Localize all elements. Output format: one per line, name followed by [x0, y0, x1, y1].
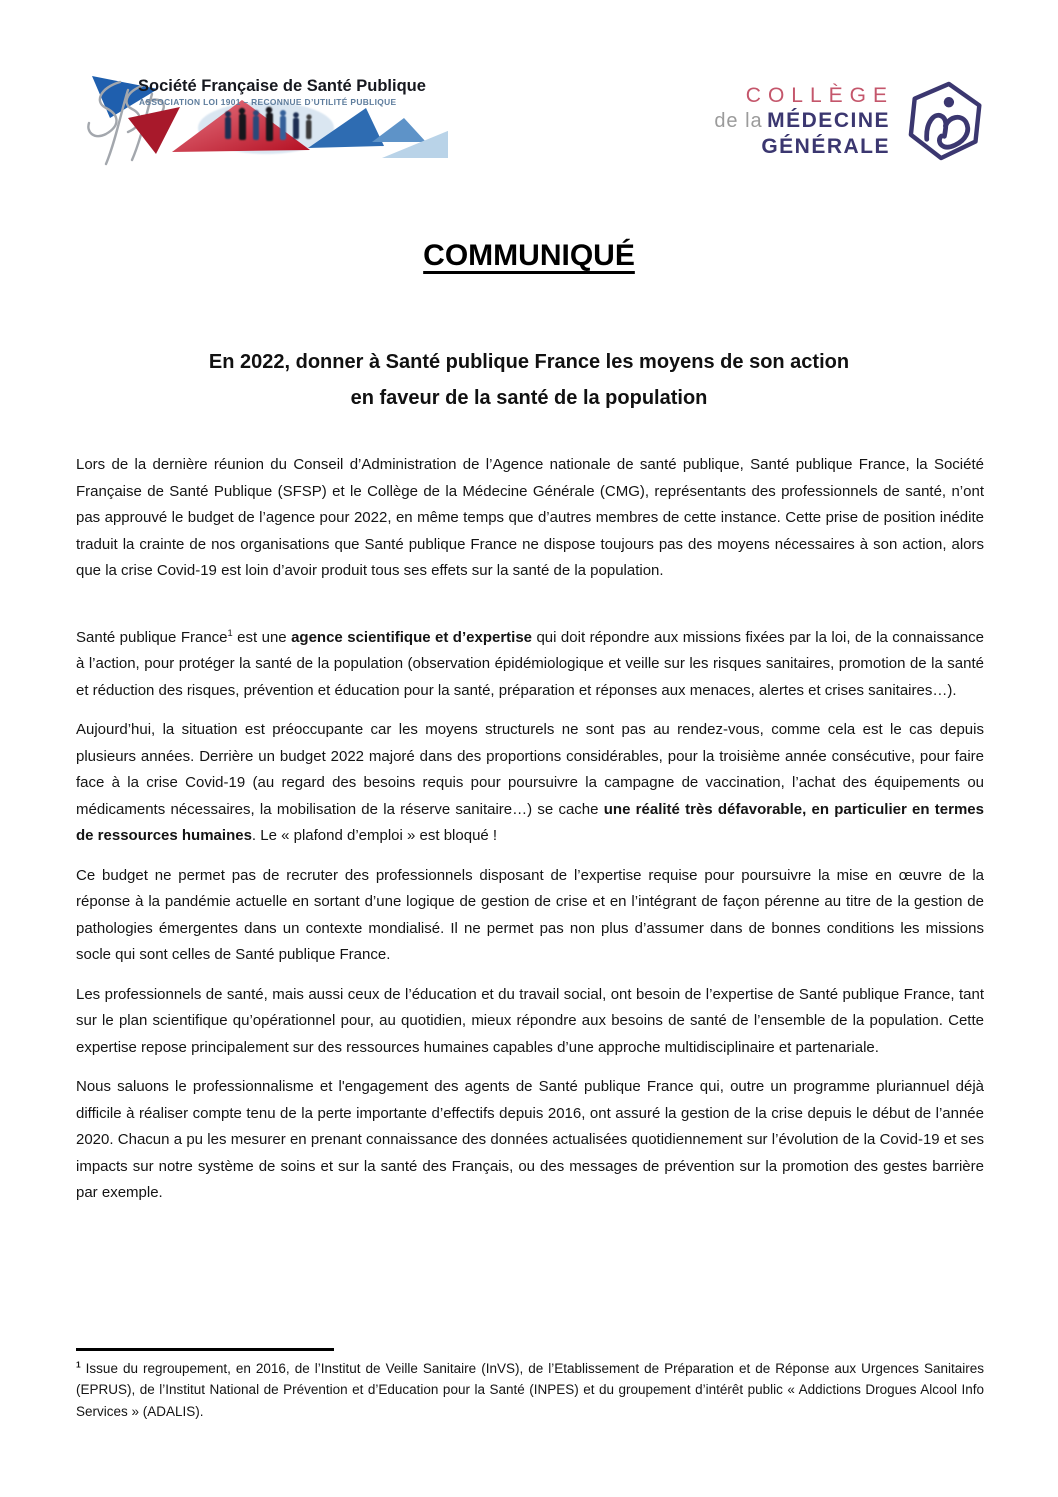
sfsp-logo-graphic [76, 68, 448, 170]
paragraph-2 [76, 625, 984, 705]
paragraph-5 [76, 982, 984, 1062]
cmg-hexagon-person-icon [902, 78, 988, 164]
paragraph-2-bold-run: agence scientifique et d’expertise [291, 628, 533, 646]
paragraph-2-run-1: Santé publique France [76, 628, 228, 646]
paragraph-3-run-3: . Le « plafond d’emploi » est bloqué ! [251, 827, 498, 844]
footnote-1-text: Issue du regroupement, en 2016, de l’Institut de Veille Sanitaire (InVS), de l’Etablissement de Préparation et de Réponse aux Urgences Sanitaires (EPRUS), de l’Institut National de Prévention et d’Education pour la Santé (INPES) et du groupement d’intérêt public « Addictions Drogues Alcool Info Services » (ADALIS). [76, 1361, 984, 1419]
cmg-logo-wordmark [714, 83, 894, 160]
paragraph-2-run-5: qui doit répondre aux missions fixées par la loi, de la connaissance à l’action, pour protéger la santé de la population (observation épidémiologique et veille sur les risques sanitaires, promotion de la santé et réduction des risques, prévention et éducation pour la santé, préparation et réponses aux menaces, alertes et crises sanitaires…). [76, 628, 984, 699]
paragraph-1 [76, 452, 984, 585]
document-body [76, 452, 984, 1220]
cmg-logo [714, 78, 988, 164]
sfsp-right-blue-triangle-2 [372, 118, 426, 142]
paragraph-4-text: Ce budget ne permet pas de recruter des professionnels disposant de l’expertise requise pour poursuivre la mise en œuvre de la réponse à la pandémie actuelle en sortant d’une logique de gestion de crise et en l’intégrant de façon pérenne au titre de la gestion de pathologies émergentes dans un contexte mondialisé. Il ne permet pas non plus d’assumer dans de bonnes conditions les missions socle qui sont celles de Santé publique France. [76, 866, 984, 963]
footnote-area [76, 1340, 984, 1422]
paragraph-1-text: Lors de la dernière réunion du Conseil d’Administration de l’Agence nationale de santé publique, Santé publique France, la Société Française de Santé Publique (SFSP) et le Collège de la Médecine Générale (CMG), représentants des professionnels de santé, n’ont pas approuvé le budget de l’agence pour 2022, en même temps que d’autres membres de cette instance. Cette prise de position inédite traduit la crainte de nos organisations que Santé publique France ne dispose toujours pas des moyens nécessaires à son action, alors que la crise Covid-19 est loin d’avoir produit tous ses effets sur la santé de la population. [76, 456, 984, 579]
page-title-text: COMMUNIQUÉ [423, 239, 635, 272]
paragraph-4 [76, 863, 984, 969]
cmg-logo-line1: COLLÈGE [745, 83, 894, 107]
document-subtitle [0, 344, 1058, 416]
paragraph-3-run-1: Aujourd’hui, la situation est préoccupante car les moyens structurels ne sont pas au rendez-vous, comme cela est le cas depuis plusieurs années. Derrière un budget 2022 majoré dans des proportions considérables, pour la troisième année consécutive, pour faire face à la crise Covid-19 (au regard des besoins requis pour poursuivre la campagne de vaccination, l’achat des équipements ou médicaments nécessaires, la mobilisation de la réserve sanitaire…) se cache [76, 721, 984, 818]
paragraph-6 [76, 1074, 984, 1207]
footnote-1 [76, 1358, 984, 1422]
document-subtitle-line2: en faveur de la santé de la population [350, 387, 708, 409]
sfsp-logo-title: Société Française de Santé Publique [138, 77, 426, 95]
paragraph-2-run-3: est une [232, 628, 292, 646]
sfsp-logo [76, 68, 448, 170]
cmg-logo-line3: GÉNÉRALE [761, 134, 890, 158]
cmg-logo-medecine: MÉDECINE [767, 109, 890, 133]
paragraph-3 [76, 717, 984, 850]
paragraph-3-bold-run: une réalité très défavorable, en particulier en termes de ressources humaines [76, 800, 984, 844]
footnote-separator [76, 1348, 334, 1351]
paragraph-5-text: Les professionnels de santé, mais aussi ceux de l’éducation et du travail social, ont besoin de l’expertise de Santé publique France, tant sur le plan scientifique qu’opérationnel pour, au quotidien, mieux répondre aux besoins de santé de l’ensemble de la population. Cette expertise repose principalement sur des ressources humaines capables d’une approche multidisciplinaire et partenariale. [76, 985, 984, 1056]
page-title [0, 236, 1058, 273]
footnote-reference-1: 1 [227, 627, 233, 638]
document-subtitle-line1: En 2022, donner à Santé publique France les moyens de son action [208, 351, 850, 373]
header-logos [76, 68, 988, 170]
cmg-logo-de-la: de la [714, 110, 763, 133]
footnote-1-marker: 1 [76, 1359, 81, 1370]
cmg-logo-line2 [714, 108, 890, 134]
sfsp-logo-subtitle: ASSOCIATION LOI 1901 – RECONNUE D’UTILITÉ PUBLIQUE [139, 97, 397, 107]
paragraph-6-text: Nous saluons le professionnalisme et l'engagement des agents de Santé publique France qui, outre un programme pluriannuel déjà difficile à réaliser compte tenu de la perte importante d’effectifs depuis 2016, ont assuré la gestion de la crise depuis le début de l’année 2020. Chacun a pu les mesurer en prenant connaissance des données actualisées quotidiennement sur l’évolution de la Covid-19 et ses impacts sur notre système de soins et sur la santé des Français, ou des messages de prévention sur la promotion des gestes barrière par exemple. [76, 1078, 984, 1201]
